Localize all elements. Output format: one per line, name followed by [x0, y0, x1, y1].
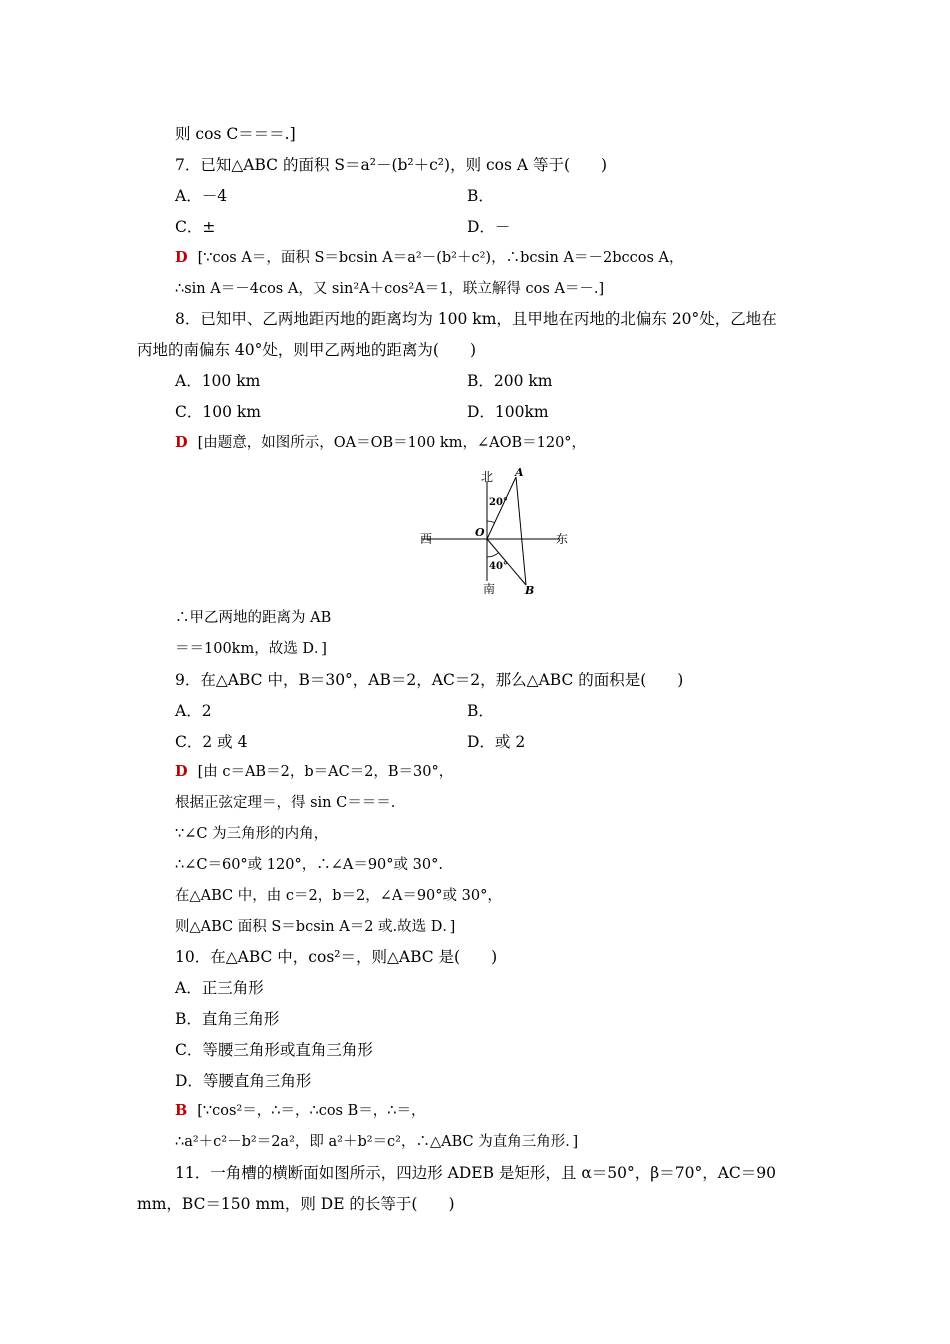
solution-text: [∵cos²＝，∴＝，∴cos B＝，∴＝， [197, 1103, 426, 1119]
angle-20-label: 20° [489, 497, 508, 508]
option-d: D．－ [467, 218, 511, 236]
segment-ab [516, 477, 526, 585]
angle-arc-south [487, 553, 499, 557]
solution-text: [由题意，如图所示，OA＝OB＝100 km，∠AOB＝120°， [197, 435, 587, 451]
option-a: A．正三角形 [175, 979, 264, 997]
answer-label: D [175, 434, 188, 451]
option-d: D．或 2 [467, 733, 526, 751]
solution-line [175, 248, 683, 268]
question-7: 7．已知△ABC 的面积 S＝a²－(b²＋c²)，则 cos A 等于( ) [175, 156, 608, 174]
option-a: A．－4 [175, 187, 228, 205]
option-b: B． [467, 702, 494, 720]
point-a-label: A [515, 466, 524, 479]
solution-line: ∵∠C 为三角形的内角， [175, 826, 329, 842]
solution-line: 则△ABC 面积 S＝bcsin A＝2 或.故选 D．] [175, 919, 456, 935]
north-label: 北 [481, 470, 494, 484]
option-c: C．2 或 4 [175, 733, 248, 751]
solution-line: ＝＝100km，故选 D．] [175, 641, 327, 657]
option-b: B．200 km [467, 372, 553, 390]
option-c: C．± [175, 218, 216, 236]
solution-line: ∴a²＋c²－b²＝2a²，即 a²＋b²＝c²，∴△ABC 为直角三角形．] [175, 1134, 579, 1150]
solution-text: [∵cos A＝，面积 S＝bcsin A＝a²－(b²＋c²)，∴bcsin A＝－2bccos A， [197, 250, 684, 266]
option-d: D．等腰直角三角形 [175, 1072, 312, 1090]
east-label: 东 [556, 532, 569, 546]
question-11: 11．一角槽的横断面如图所示，四边形 ADEB 是矩形，且 α＝50°，β＝70°，AC＝90 [175, 1164, 776, 1182]
solution-line [175, 433, 586, 453]
direction-figure [410, 463, 580, 598]
answer-label: B [175, 1102, 188, 1119]
question-8-cont: 丙地的南偏东 40°处，则甲乙两地的距离为( ) [137, 341, 476, 359]
origin-label: O [475, 526, 485, 539]
option-c: C．100 km [175, 403, 261, 421]
solution-line [175, 762, 453, 782]
solution-line: ∴∠C＝60°或 120°，∴∠A＝90°或 30°. [175, 857, 443, 873]
question-8: 8．已知甲、乙两地距丙地的距离均为 100 km，且甲地在丙地的北偏东 20°处，乙地在 [175, 310, 777, 328]
segment-oa [487, 477, 516, 539]
solution-line: 根据正弦定理＝，得 sin C＝＝＝. [175, 795, 396, 811]
question-10: 10．在△ABC 中，cos²＝，则△ABC 是( ) [175, 948, 498, 966]
answer-label: D [175, 763, 188, 780]
point-b-label: B [525, 584, 535, 597]
south-label: 南 [483, 582, 496, 596]
option-b: B． [467, 187, 494, 205]
option-c: C．等腰三角形或直角三角形 [175, 1041, 373, 1059]
option-d: D．100km [467, 403, 549, 421]
solution-line: ∴甲乙两地的距离为 AB [175, 610, 332, 626]
solution-line: ∴sin A＝－4cos A，又 sin²A＋cos²A＝1，联立解得 cos A＝－.] [175, 281, 605, 297]
answer-label: D [175, 249, 188, 266]
option-b: B．直角三角形 [175, 1010, 280, 1028]
solution-text: [由 c＝AB＝2，b＝AC＝2，B＝30°， [197, 764, 454, 780]
option-a: A．100 km [175, 372, 261, 390]
angle-40-label: 40° [489, 561, 508, 572]
solution-line: 在△ABC 中，由 c＝2，b＝2，∠A＝90°或 30°， [175, 888, 502, 904]
west-label: 西 [420, 532, 433, 546]
question-11-cont: mm，BC＝150 mm，则 DE 的长等于( ) [137, 1195, 455, 1213]
question-9: 9．在△ABC 中，B＝30°，AB＝2，AC＝2，那么△ABC 的面积是( ) [175, 671, 684, 689]
option-a: A．2 [175, 702, 212, 720]
solution-line [175, 1101, 425, 1121]
text-line: 则 cos C＝＝＝.] [175, 125, 296, 143]
angle-arc-north [487, 521, 495, 523]
